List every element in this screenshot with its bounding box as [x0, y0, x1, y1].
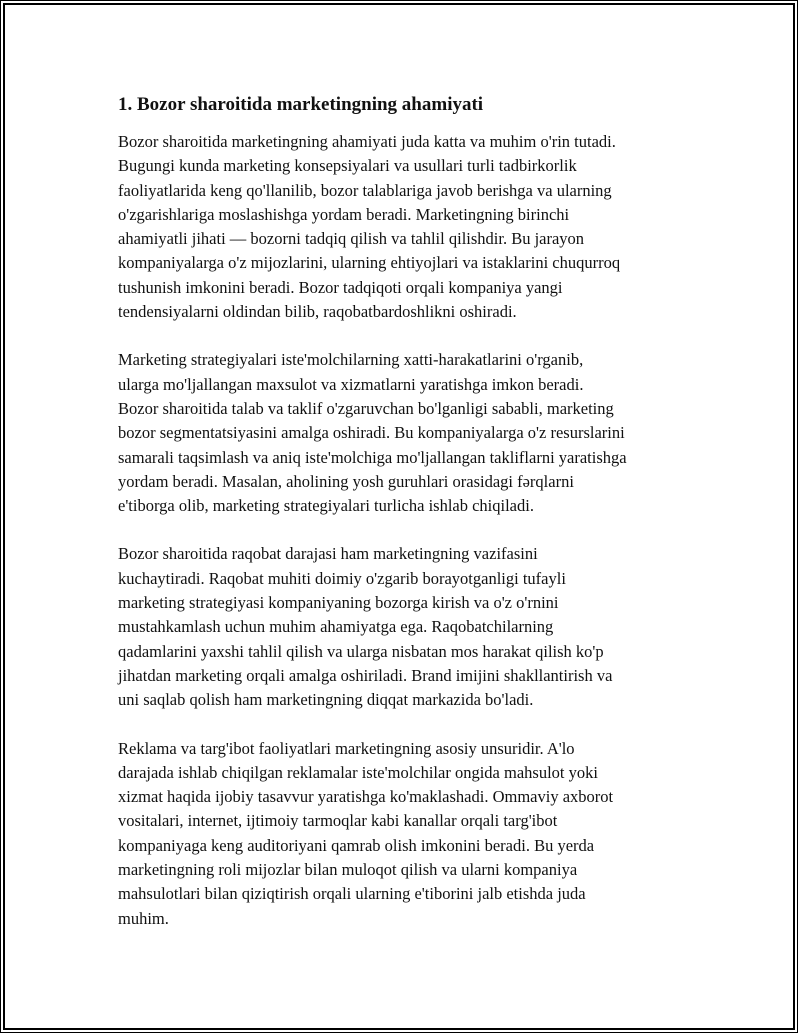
text-line: Bozor sharoitida raqobat darajasi ham marketingning vazifasini — [118, 544, 538, 564]
text-line: Bozor sharoitida marketingning ahamiyati juda katta va muhim o'rin tutadi. — [118, 132, 616, 151]
text-line: e'tiborga olib, marketing strategiyalari turlicha ishlab chiqiladi. — [118, 496, 534, 516]
text-line: qadamlarini yaxshi tahlil qilish va ularga nisbatan mos harakat qilish ko'p — [118, 641, 604, 661]
text-line: muhim. — [118, 908, 169, 928]
document-body — [118, 93, 688, 955]
text-line: tendensiyalarni oldindan bilib, raqobatbardoshlikni oshiradi. — [118, 302, 517, 322]
text-line: ularga mo'ljallangan maxsulot va xizmatlarni yaratishga imkon beradi. — [118, 374, 584, 394]
text-line: o'zgarishlariga moslashishga yordam beradi. Marketingning birinchi — [118, 204, 570, 224]
text-line: uni saqlab qolish ham marketingning diqqat markazida bo'ladi. — [118, 690, 534, 710]
text-line: Marketing strategiyalari iste'molchilarning xatti-harakatlarini o'rganib, — [118, 350, 584, 370]
text-line: Bozor sharoitida talab va taklif o'zgaruvchan bo'lganligi sababli, marketing — [118, 398, 614, 418]
text-line: bozor segmentatsiyasini amalga oshiradi. Bu kompaniyalarga o'z resurslarini — [118, 423, 625, 443]
text-line: faoliyatlarida keng qo'llanilib, bozor talablariga javob berishga va ularning — [118, 180, 612, 200]
page-title: 1. Bozor sharoitida marketingning ahamiyati — [118, 94, 484, 115]
text-line: xizmat haqida ijobiy tasavvur yaratishga ko'maklashadi. Ommaviy axborot — [118, 787, 614, 807]
paragraph-competition — [118, 542, 688, 712]
text-line: vositalari, internet, ijtimoiy tarmoqlar kabi kanallar orqali targ'ibot — [118, 811, 558, 831]
text-line: darajada ishlab chiqilgan reklamalar iste'molchilar ongida mahsulot yoki — [118, 762, 598, 782]
paragraph-advertising — [118, 737, 688, 931]
text-line: mustahkamlash uchun muhim ahamiyatga ega. Raqobatchilarning — [118, 617, 554, 637]
text-line: kompaniyalarga o'z mijozlarini, ularning ehtiyojlari va istaklarini chuqurroq — [118, 253, 621, 273]
text-line: samarali taqsimlash va aniq iste'molchiga mo'ljallangan takliflarni yaratishga — [118, 447, 627, 467]
paragraph-market-importance — [118, 130, 688, 324]
text-line: ahamiyatli jihati — bozorni tadqiq qilish va tahlil qilishdir. Bu jarayon — [118, 229, 585, 249]
text-line: kompaniyaga keng auditoriyani qamrab olish imkonini beradi. Bu yerda — [118, 835, 595, 855]
text-line: yordam beradi. Masalan, aholining yosh guruhlari orasidagi fərqlarni — [118, 471, 574, 491]
text-line: marketing strategiyasi kompaniyaning bozorga kirish va o'z o'rnini — [118, 593, 559, 613]
text-line: mahsulotlari bilan qiziqtirish orqali ularning e'tiborini jalb etishda juda — [118, 884, 586, 904]
text-line: jihatdan marketing orqali amalga oshiriladi. Brand imijini shakllantirish va — [118, 665, 613, 685]
text-line: Bugungi kunda marketing konsepsiyalari va usullari turli tadbirkorlik — [118, 156, 577, 176]
text-line: Reklama va targ'ibot faoliyatlari marketingning asosiy unsuridir. A'lo — [118, 738, 575, 758]
text-line: tushunish imkonini beradi. Bozor tadqiqoti orqali kompaniya yangi — [118, 277, 563, 297]
text-line: marketingning roli mijozlar bilan muloqot qilish va ularni kompaniya — [118, 860, 578, 880]
text-line: kuchaytiradi. Raqobat muhiti doimiy o'zgarib borayotganligi tufayli — [118, 568, 566, 588]
paragraph-marketing-strategies — [118, 348, 688, 518]
